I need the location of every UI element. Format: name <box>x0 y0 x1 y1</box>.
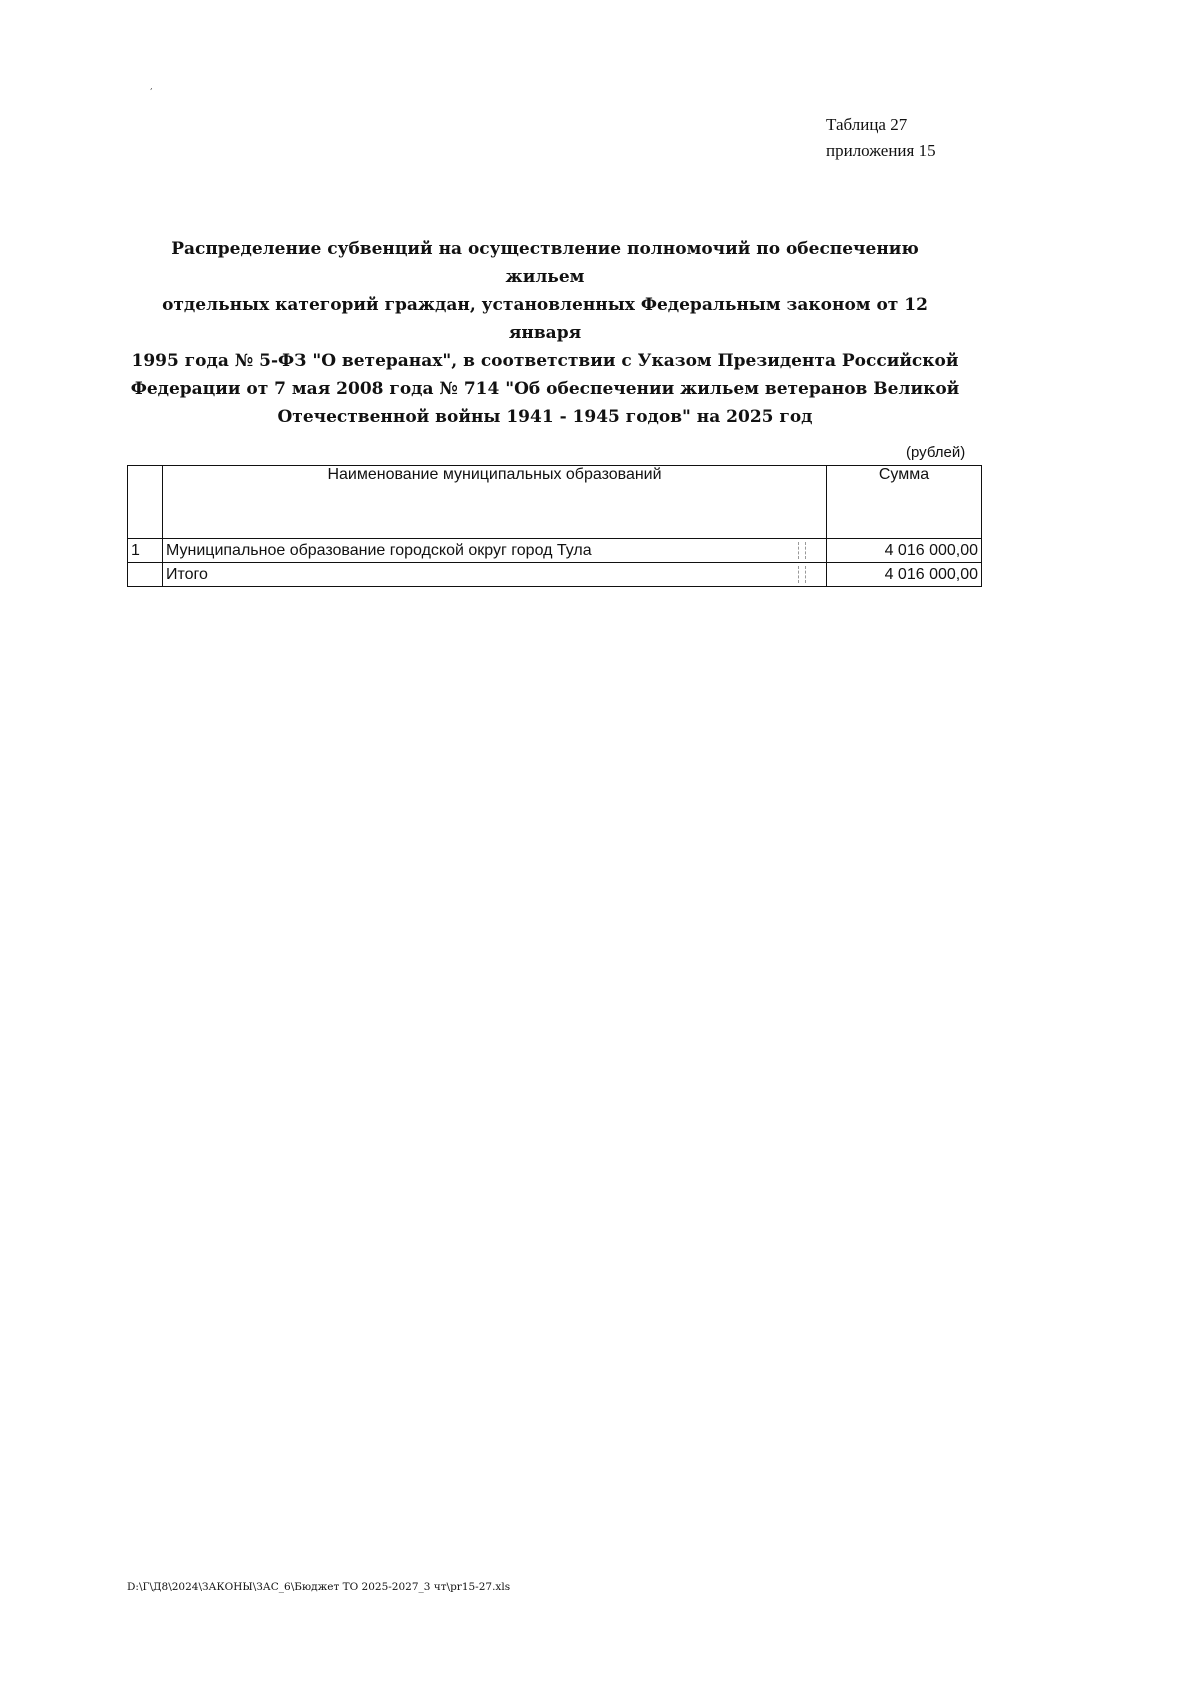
header-municipality: Наименование муниципальных образований <box>163 466 827 539</box>
scan-mark <box>798 542 806 559</box>
appendix-number: приложения 15 <box>826 141 936 160</box>
total-number <box>128 563 163 587</box>
total-label-text: Итого <box>166 566 208 583</box>
total-label <box>163 563 827 587</box>
table-reference <box>826 112 936 164</box>
scan-mark <box>798 566 806 583</box>
table-number: Таблица 27 <box>826 115 908 134</box>
title-line-1: Распределение субвенций на осуществление полномочий по обеспечению жильем <box>171 239 919 287</box>
file-path-footer: D:\Г\Д8\2024\ЗАКОНЫ\ЗАС_6\Бюджет ТО 2025-2027_3 чт\pr15-27.xls <box>127 1581 511 1593</box>
row-number: 1 <box>128 539 163 563</box>
total-sum: 4 016 000,00 <box>827 563 982 587</box>
distribution-table <box>127 465 982 587</box>
title-line-4: Федерации от 7 мая 2008 года № 714 "Об обеспечении жильем ветеранов Великой <box>130 379 960 399</box>
title-line-2: отдельных категорий граждан, установленных Федеральным законом от 12 января <box>162 295 928 343</box>
units-label: (рублей) <box>906 444 966 461</box>
title-line-5: Отечественной войны 1941 - 1945 годов" на 2025 год <box>277 407 813 427</box>
table-row <box>128 539 982 563</box>
document-title <box>130 235 960 431</box>
table-total-row <box>128 563 982 587</box>
row-sum: 4 016 000,00 <box>827 539 982 563</box>
header-sum: Сумма <box>827 466 982 539</box>
page-mark: ‚ <box>150 82 153 91</box>
row-municipality <box>163 539 827 563</box>
row-municipality-text: Муниципальное образование городской округ город Тула <box>166 542 592 559</box>
header-number <box>128 466 163 539</box>
title-line-3: 1995 года № 5-ФЗ "О ветеранах", в соответствии с Указом Президента Российской <box>131 351 959 371</box>
table-header-row <box>128 466 982 539</box>
